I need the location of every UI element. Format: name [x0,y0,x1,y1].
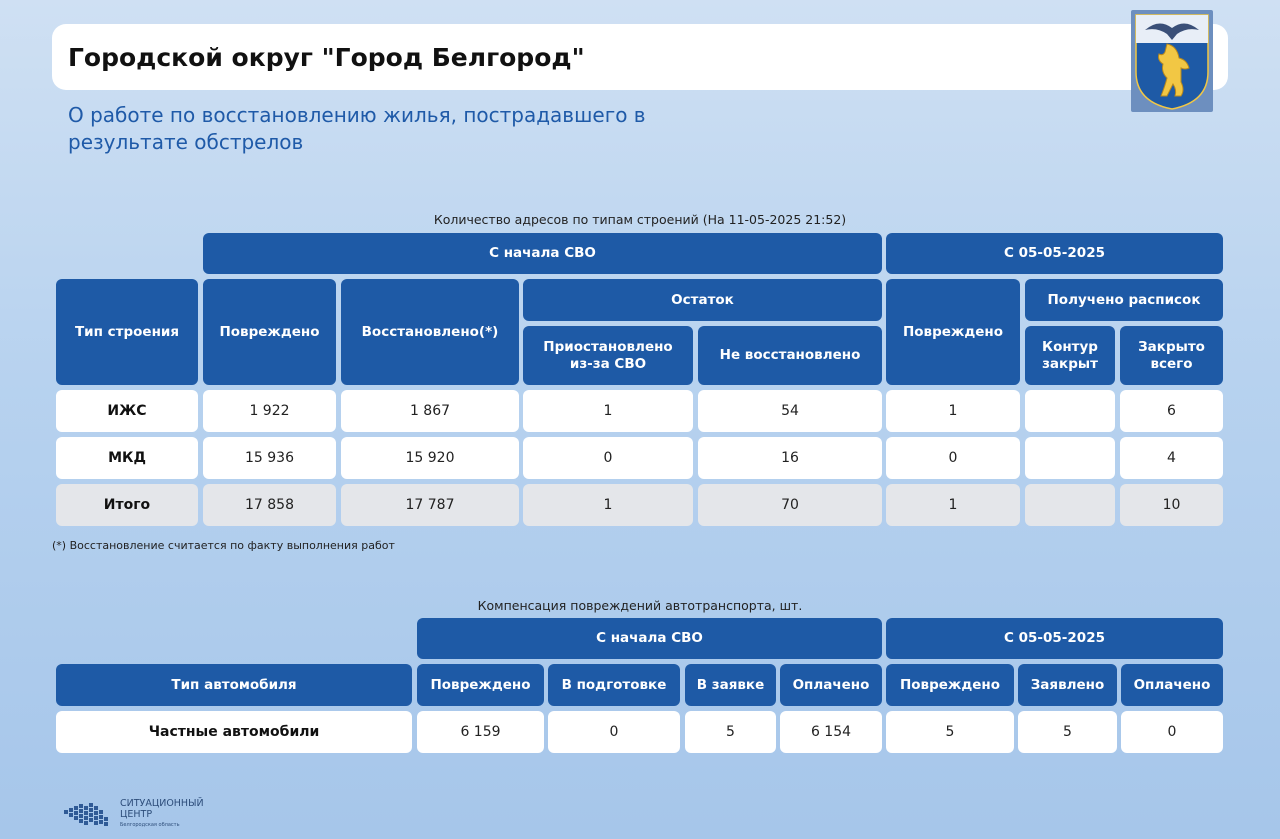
column-header-building-type: Тип строения [56,279,198,385]
table-row-label-izhs: ИЖС [56,390,198,432]
column-header-remainder: Остаток [523,279,882,321]
table-cell: 5 [1018,711,1117,753]
group-header-since-date: С 05-05-2025 [886,233,1223,274]
column-header-applied: В заявке [685,664,776,706]
table-row-label-private-cars: Частные автомобили [56,711,412,753]
column-header-not-restored: Не восстановлено [698,326,882,385]
footer-line-2: ЦЕНТР [120,809,153,820]
belgorod-coat-of-arms-icon [1131,10,1213,112]
table-cell: 5 [886,711,1014,753]
column-header-damaged-recent: Повреждено [886,664,1014,706]
column-header-closed-total: Закрыто всего [1120,326,1223,385]
table-cell: 15 936 [203,437,336,479]
table-cell: 54 [698,390,882,432]
footnote: (*) Восстановление считается по факту выполнения работ [52,539,395,552]
table-cell: 0 [1121,711,1223,753]
table-cell: 1 867 [341,390,519,432]
column-header-suspended: Приостановлено из-за СВО [523,326,693,385]
table-cell: 17 787 [341,484,519,526]
page-title: Городской округ "Город Белгород" [68,42,585,72]
buildings-table-caption: Количество адресов по типам строений (На 11-05-2025 21:52) [433,212,847,227]
table-cell: 0 [523,437,693,479]
situation-center-label [120,798,204,831]
table-cell: 6 154 [780,711,882,753]
footer-line-1: СИТУАЦИОННЫЙ [120,798,204,809]
table-cell [1025,437,1115,479]
table-cell: 1 [523,484,693,526]
group-header-since-date: С 05-05-2025 [886,618,1223,659]
column-header-damaged: Повреждено [203,279,336,385]
column-header-preparing: В подготовке [548,664,680,706]
vehicles-table-caption: Компенсация повреждений автотранспорта, шт. [477,598,803,613]
column-header-vehicle-type: Тип автомобиля [56,664,412,706]
column-header-contour-closed: Контур закрыт [1025,326,1115,385]
footer-line-3: Белгородская область [120,822,180,828]
table-cell: 1 922 [203,390,336,432]
title-bar [52,24,1228,90]
table-row-label-total: Итого [56,484,198,526]
column-header-paid: Оплачено [780,664,882,706]
table-cell: 6 [1120,390,1223,432]
column-header-damaged: Повреждено [417,664,544,706]
table-cell: 1 [523,390,693,432]
table-cell: 70 [698,484,882,526]
table-cell: 6 159 [417,711,544,753]
table-cell: 16 [698,437,882,479]
situation-center-map-icon [62,800,112,830]
group-header-since-svo: С начала СВО [203,233,882,274]
page-subtitle: О работе по восстановлению жилья, пострадавшего в результате обстрелов [68,103,646,154]
table-cell: 1 [886,390,1020,432]
table-cell: 0 [886,437,1020,479]
column-header-receipts: Получено расписок [1025,279,1223,321]
column-header-declared: Заявлено [1018,664,1117,706]
column-header-paid-recent: Оплачено [1121,664,1223,706]
table-row-label-mkd: МКД [56,437,198,479]
table-cell: 0 [548,711,680,753]
table-cell [1025,484,1115,526]
table-cell: 5 [685,711,776,753]
column-header-damaged-recent: Повреждено [886,279,1020,385]
group-header-since-svo: С начала СВО [417,618,882,659]
table-cell: 4 [1120,437,1223,479]
table-cell: 1 [886,484,1020,526]
table-cell: 17 858 [203,484,336,526]
table-cell: 10 [1120,484,1223,526]
column-header-restored: Восстановлено(*) [341,279,519,385]
table-cell: 15 920 [341,437,519,479]
situation-center-logo [62,798,204,831]
table-cell [1025,390,1115,432]
